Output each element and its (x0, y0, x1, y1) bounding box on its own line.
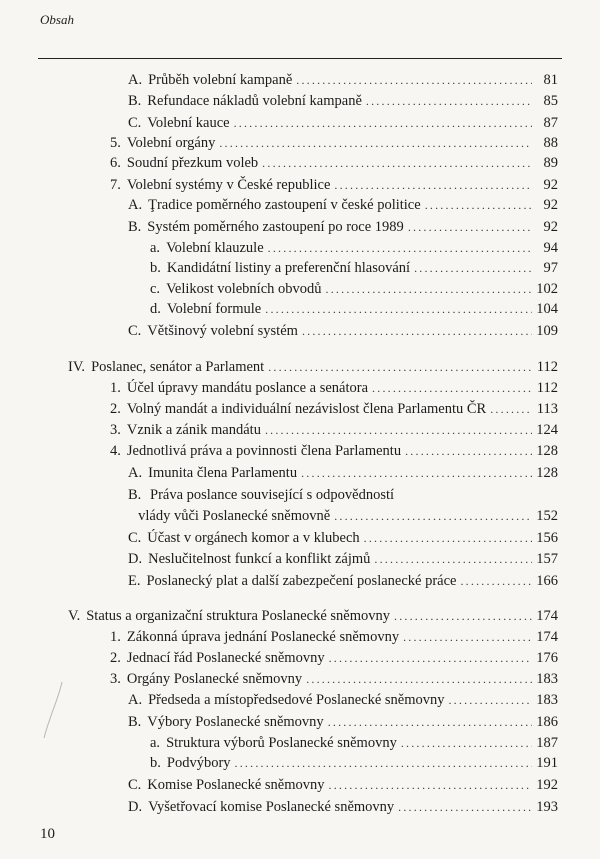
toc-entry-title: Podvýbory (166, 755, 231, 771)
toc-entry-number: 6. (110, 155, 121, 171)
dot-leader (296, 71, 532, 89)
dot-leader (302, 322, 532, 340)
toc-entry-page: 92 (543, 177, 558, 193)
dot-leader (398, 798, 532, 816)
dot-leader (394, 607, 532, 625)
dot-leader (326, 280, 532, 298)
toc-entry-number: 2. (110, 650, 121, 666)
toc-entry-number: C. (128, 777, 142, 793)
toc-entry-page: 183 (536, 692, 558, 708)
toc-entry (150, 259, 558, 277)
toc-entry-number: A. (128, 72, 143, 88)
toc-entry (128, 114, 558, 132)
toc-entry-page: 166 (536, 573, 558, 589)
dot-leader (374, 550, 532, 568)
toc-entry (128, 486, 558, 504)
toc-entry-title: Volební systémy v České republice (126, 177, 331, 193)
toc-entry (110, 176, 558, 194)
toc-entry-page: 89 (543, 155, 558, 171)
toc-entry (68, 358, 558, 376)
toc-entry (128, 776, 558, 794)
toc-entry-page: 94 (543, 240, 558, 256)
dot-leader (328, 713, 532, 731)
toc-entry-page: 193 (536, 799, 558, 815)
toc-entry-number: A. (128, 197, 143, 213)
toc-entry-title: Poslanecký plat a další zabezpečení poslanecké práce (146, 573, 457, 589)
pencil-mark (40, 680, 70, 740)
toc-entry (128, 713, 558, 731)
toc-entry-page: 174 (536, 629, 558, 645)
toc-entry-number: 2. (110, 401, 121, 417)
toc-entry (128, 529, 558, 547)
toc-entry-number: a. (150, 735, 161, 751)
toc-entry-title: vlády vůči Poslanecké sněmovně (138, 508, 331, 524)
toc-entry-number: D. (128, 799, 143, 815)
toc-entry-title: Systém poměrného zastoupení po roce 1989 (147, 219, 404, 235)
toc-entry-title: Poslanec, senátor a Parlament (91, 359, 265, 375)
dot-leader (364, 529, 532, 547)
toc-entry-page: 128 (536, 443, 558, 459)
toc-entry-number: A. (128, 465, 143, 481)
toc-entry (110, 670, 558, 688)
toc-entry (110, 649, 558, 667)
toc-entry-page: 97 (543, 260, 558, 276)
toc-entry-title: Vznik a zánik mandátu (126, 422, 261, 438)
toc-entry-title: Kandidátní listiny a preferenční hlasování (166, 260, 411, 276)
dot-leader (265, 421, 532, 439)
toc-entry-page: 109 (536, 323, 558, 339)
dot-leader (372, 379, 532, 397)
toc-entry (150, 754, 558, 772)
toc-entry-number: 3. (110, 671, 121, 687)
dot-leader (334, 176, 532, 194)
toc-entry-number: D. (128, 551, 143, 567)
toc-entry (128, 550, 558, 568)
toc-entry-page: 92 (543, 219, 558, 235)
dot-leader (301, 464, 532, 482)
toc-entry-title: Průběh volební kampaně (148, 72, 293, 88)
toc-entry-page: 191 (536, 755, 558, 771)
toc-entry-number: 3. (110, 422, 121, 438)
toc-entry (110, 400, 558, 418)
toc-entry-number: 5. (110, 135, 121, 151)
dot-leader (262, 154, 532, 172)
toc-entry-title: Práva poslance související s odpovědností (150, 487, 395, 503)
toc-entry-title: Status a organizační struktura Poslanecké sněmovny (86, 608, 390, 624)
toc-entry-page: 113 (536, 401, 558, 417)
dot-leader (408, 218, 532, 236)
toc-entry-title: Většinový volební systém (147, 323, 298, 339)
toc-entry-page: 176 (536, 650, 558, 666)
toc-entry (128, 196, 558, 214)
toc-entry-title: Neslučitelnost funkcí a konflikt zájmů (148, 551, 371, 567)
toc-entry-page: 156 (536, 530, 558, 546)
toc-entry-number: C. (128, 323, 142, 339)
toc-entry-page: 152 (536, 508, 558, 524)
toc-entry-title: Předseda a místopředsedové Poslanecké sněmovny (148, 692, 445, 708)
toc-entry (128, 218, 558, 236)
toc-entry-title: Vyšetřovací komise Poslanecké sněmovny (148, 799, 395, 815)
dot-leader (306, 670, 532, 688)
toc-entry-title: Volný mandát a individuální nezávislost člena Parlamentu ČR (126, 401, 487, 417)
toc-entry-number: 7. (110, 177, 121, 193)
toc-entry-number: E. (128, 573, 141, 589)
dot-leader (448, 691, 532, 709)
toc-entry (128, 572, 558, 590)
toc-entry-number: 1. (110, 380, 121, 396)
dot-leader (265, 300, 532, 318)
toc-entry-page: 174 (536, 608, 558, 624)
toc-entry (128, 464, 558, 482)
toc-entry-page: 81 (543, 72, 558, 88)
toc-entry-title: Komise Poslanecké sněmovny (147, 777, 325, 793)
toc-entry-page: 87 (543, 115, 558, 131)
toc-entry-page: 112 (536, 359, 558, 375)
toc-entry (128, 507, 558, 525)
toc-entry (110, 442, 558, 460)
toc-entry-number: d. (150, 301, 161, 317)
toc-entry-title: Volební klauzule (166, 240, 264, 256)
toc-entry-title: Struktura výborů Poslanecké sněmovny (166, 735, 397, 751)
toc-entry-title: Ţradice poměrného zastoupení v české politice (148, 197, 421, 213)
toc-entry-number: IV. (68, 359, 86, 375)
toc-entry-number: b. (150, 260, 161, 276)
toc-entry-number: A. (128, 692, 143, 708)
toc-entry (110, 628, 558, 646)
toc-entry-page: 124 (536, 422, 558, 438)
toc-entry (128, 691, 558, 709)
dot-leader (425, 196, 532, 214)
toc-entry-page: 88 (543, 135, 558, 151)
toc-entry-number: 1. (110, 629, 121, 645)
running-header: Obsah (40, 12, 74, 27)
toc-entry (150, 280, 558, 298)
toc-entry (110, 134, 558, 152)
dot-leader (414, 259, 532, 277)
toc-entry (68, 607, 558, 625)
dot-leader (268, 358, 532, 376)
toc-entry-page: 157 (536, 551, 558, 567)
toc-entry-title: Refundace nákladů volební kampaně (147, 93, 362, 109)
toc-entry (150, 239, 558, 257)
toc-entry (150, 734, 558, 752)
toc-entry (150, 300, 558, 318)
toc-entry (128, 322, 558, 340)
toc-entry-page: 92 (543, 197, 558, 213)
dot-leader (219, 134, 532, 152)
page-number: 10 (40, 826, 55, 842)
toc-entry (128, 798, 558, 816)
toc-entry (110, 379, 558, 397)
toc-entry-title: Účel úpravy mandátu poslance a senátora (126, 380, 369, 396)
toc-entry-page: 112 (536, 380, 558, 396)
toc-entry-number: B. (128, 219, 142, 235)
dot-leader (334, 507, 532, 525)
toc-entry (128, 71, 558, 89)
toc-entry-number: C. (128, 530, 142, 546)
dot-leader (366, 92, 532, 110)
toc-entry-number: C. (128, 115, 142, 131)
toc-entry-number: B. (128, 93, 142, 109)
toc-entry-number: c. (150, 281, 161, 297)
toc-entry (110, 421, 558, 439)
toc-entry-number: 4. (110, 443, 121, 459)
dot-leader (405, 442, 532, 460)
dot-leader (490, 400, 532, 418)
dot-leader (268, 239, 532, 257)
toc-entry-title: Volební orgány (126, 135, 216, 151)
toc-entry-page: 102 (536, 281, 558, 297)
toc-entry-page: 85 (543, 93, 558, 109)
toc-entry-title: Imunita člena Parlamentu (148, 465, 298, 481)
toc-entry-number: b. (150, 755, 161, 771)
toc-entry-title: Jednací řád Poslanecké sněmovny (126, 650, 325, 666)
toc-entry-title: Soudní přezkum voleb (126, 155, 259, 171)
toc-entry-page: 128 (536, 465, 558, 481)
toc-entry-number: B. (128, 714, 142, 730)
toc-entry-title: Volební formule (166, 301, 262, 317)
toc-entry-title: Zákonná úprava jednání Poslanecké sněmovny (126, 629, 400, 645)
toc-entry-title: Jednotlivá práva a povinnosti člena Parlamentu (126, 443, 402, 459)
dot-leader (460, 572, 532, 590)
toc-entry-page: 187 (536, 735, 558, 751)
toc-entry-number: V. (68, 608, 81, 624)
toc-entry-title: Orgány Poslanecké sněmovny (126, 671, 303, 687)
dot-leader (329, 649, 532, 667)
toc-entry-number: B. (128, 487, 142, 503)
dot-leader (403, 628, 532, 646)
toc-entry-page: 104 (536, 301, 558, 317)
toc-entry-title: Účast v orgánech komor a v klubech (147, 530, 360, 546)
dot-leader (235, 754, 532, 772)
toc-entry (110, 154, 558, 172)
toc-entry-title: Volební kauce (147, 115, 230, 131)
toc-entry-page: 186 (536, 714, 558, 730)
toc-entry-number: a. (150, 240, 161, 256)
toc-entry-title: Výbory Poslanecké sněmovny (147, 714, 324, 730)
dot-leader (234, 114, 532, 132)
toc-entry (128, 92, 558, 110)
toc-entry-page: 192 (536, 777, 558, 793)
dot-leader (401, 734, 532, 752)
dot-leader (329, 776, 533, 794)
toc-entry-page: 183 (536, 671, 558, 687)
toc-entry-title: Velikost volebních obvodů (166, 281, 322, 297)
